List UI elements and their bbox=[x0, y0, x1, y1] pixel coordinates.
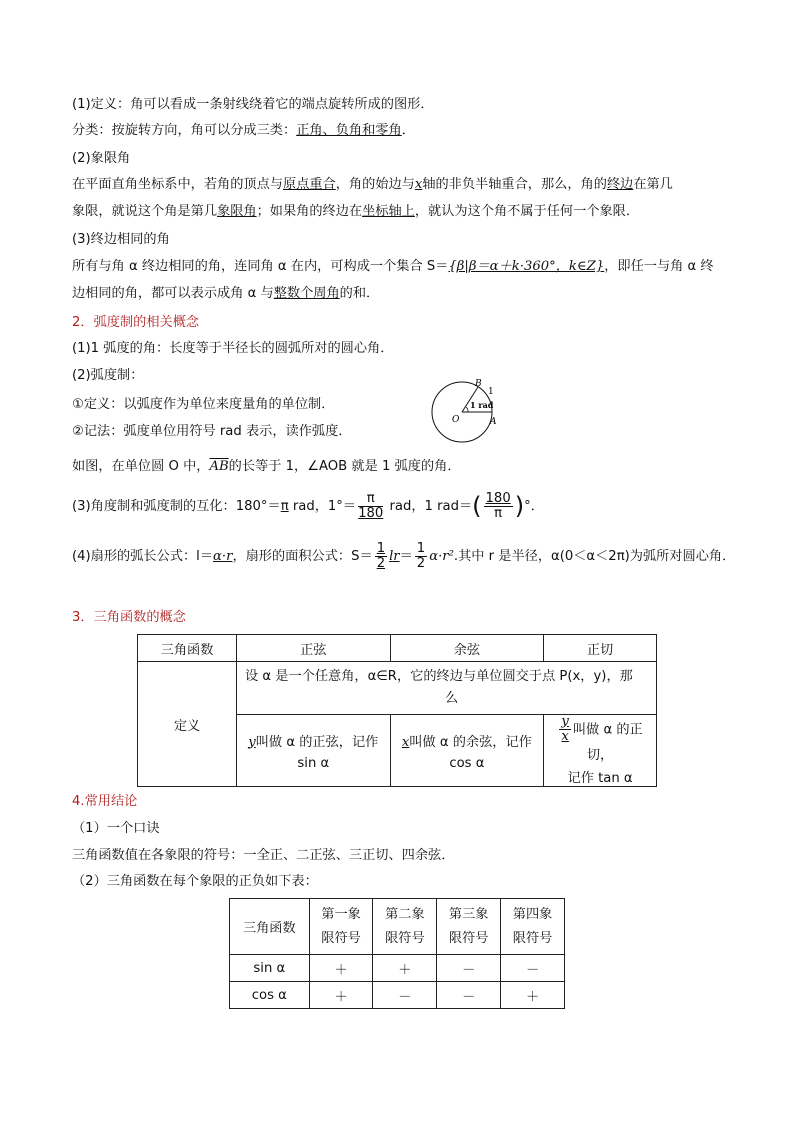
sign-th-q2 bbox=[373, 899, 437, 955]
sin-q4: － bbox=[501, 955, 565, 982]
frac2-den: π bbox=[494, 505, 503, 521]
coterminal-line-1 bbox=[72, 258, 714, 276]
sect-c: ＝ bbox=[399, 549, 413, 564]
sect-ar: α·r² bbox=[429, 549, 454, 564]
def-line-2: 么 bbox=[445, 691, 459, 706]
class-prefix: 分类：按旋转方向，角可以分成三类： bbox=[72, 123, 297, 138]
def-angle: (1)定义：角可以看成一条射线绕着它的端点旋转所成的图形． bbox=[72, 97, 434, 112]
c1-a: 所有与角 α 终边相同的角，连同角 α 在内，可构成一个集合 S＝ bbox=[72, 259, 449, 274]
class-end: ． bbox=[401, 123, 415, 138]
sector-formula-line bbox=[72, 540, 735, 574]
coterminal-title: (3)终边相同的角 bbox=[72, 232, 170, 247]
q1-b: ，角的始边与 bbox=[335, 177, 415, 192]
one-radian-def: (1)1 弧度的角：长度等于半径长的圆弧所对的圆心角． bbox=[72, 341, 394, 356]
q1-h1: 第一象 bbox=[321, 906, 361, 922]
radian-notation: ②记法：弧度单位用符号 rad 表示，读作弧度． bbox=[72, 424, 352, 439]
q2-a: 象限，就说这个角是第几 bbox=[72, 204, 218, 219]
cos-q1: ＋ bbox=[309, 982, 373, 1009]
cosine-def-cell bbox=[390, 715, 544, 787]
q2-axis: 坐标轴上 bbox=[362, 204, 415, 219]
one-half-1 bbox=[375, 542, 387, 571]
radian-example bbox=[72, 458, 461, 476]
half2-num: 1 bbox=[416, 540, 426, 556]
q4-h2: 限符号 bbox=[512, 930, 553, 946]
th-cosine: 余弦 bbox=[390, 635, 544, 662]
p5-b: 的长等于 1，∠AOB 就是 1 弧度的角． bbox=[228, 459, 461, 474]
fig-label-rad: 1 rad bbox=[470, 400, 494, 410]
q2-c: ，就认为这个角不属于任何一个象限． bbox=[414, 204, 640, 219]
fig-label-b: B bbox=[475, 379, 482, 389]
quadrant-line-1 bbox=[72, 176, 673, 194]
sect-lr: lr bbox=[389, 549, 400, 564]
conv-c: rad，1 rad＝ bbox=[385, 499, 473, 514]
fig-label-a: A bbox=[490, 417, 497, 427]
cos-q4: ＋ bbox=[501, 982, 565, 1009]
th-function: 三角函数 bbox=[138, 635, 237, 662]
th-tangent: 正切 bbox=[544, 635, 657, 662]
conv-d: °． bbox=[524, 499, 544, 514]
cos-text: 叫做 α 的余弦，记作 bbox=[409, 734, 532, 750]
q2-h1: 第二象 bbox=[385, 906, 425, 922]
q1-origin: 原点重合 bbox=[283, 177, 336, 192]
cos-x: x bbox=[401, 734, 410, 750]
radian-definition: ①定义：以弧度作为单位来度量角的单位制． bbox=[72, 397, 335, 412]
conversion-line bbox=[72, 490, 544, 524]
half2-den: 2 bbox=[416, 555, 426, 571]
cos-q3: － bbox=[437, 982, 501, 1009]
conv-pi: π bbox=[280, 499, 289, 514]
sin-name: sin α bbox=[297, 755, 330, 771]
p5-a: 如图，在单位圆 O 中， bbox=[72, 459, 210, 474]
sect-d: .其中 r 是半径，α(0＜α＜2π)为弧所对圆心角． bbox=[453, 549, 736, 564]
tangent-def-cell bbox=[544, 715, 657, 787]
q2-b: ；如果角的终边在 bbox=[256, 204, 363, 219]
q3-h2: 限符号 bbox=[448, 930, 489, 946]
open-paren: ( bbox=[472, 492, 482, 520]
fig-label-1: 1 bbox=[488, 387, 494, 397]
unit-circle-figure bbox=[428, 374, 504, 444]
sign-table bbox=[229, 898, 565, 1009]
sign-row-cos: cos α bbox=[230, 982, 310, 1009]
cos-q2: － bbox=[373, 982, 437, 1009]
sin-text: 叫做 α 的正弦，记作 bbox=[255, 734, 379, 750]
mnemonic-title: （1）一个口诀 bbox=[72, 821, 160, 836]
180-over-pi bbox=[484, 492, 513, 521]
q2-h2: 限符号 bbox=[385, 930, 425, 946]
tan-y: y bbox=[561, 714, 569, 729]
def-line-1: 设 α 是一个任意角，α∈R，它的终边与单位圆交于点 P(x，y)，那 bbox=[245, 669, 633, 684]
conv-b: rad，1°＝ bbox=[288, 499, 357, 514]
q1-c: 轴的非负半轴重合，那么，角的 bbox=[422, 177, 607, 192]
c1-set: {β|β＝α＋k·360°，k∈Z} bbox=[448, 259, 605, 274]
half-den: 2 bbox=[376, 555, 386, 571]
definition-cell bbox=[237, 662, 657, 715]
sect-l: α·r bbox=[213, 549, 233, 564]
sign-th-q1 bbox=[309, 899, 373, 955]
q1-h2: 限符号 bbox=[321, 930, 361, 946]
pi-over-180 bbox=[358, 492, 383, 521]
mnemonic-text: 三角函数值在各象限的符号：一全正、二正弦、三正切、四余弦． bbox=[72, 848, 455, 863]
q1-d: 在第几 bbox=[633, 177, 673, 192]
fig-label-o: O bbox=[452, 415, 460, 425]
tan-text: 叫做 α 的正切， bbox=[572, 722, 643, 763]
radian-system-title: (2)弧度制： bbox=[72, 368, 144, 383]
section-4-heading: 4.常用结论 bbox=[72, 794, 138, 809]
row-label-definition: 定义 bbox=[138, 662, 237, 787]
th-sine: 正弦 bbox=[237, 635, 391, 662]
section-3-heading: 3．三角函数的概念 bbox=[72, 610, 186, 625]
angle-arc bbox=[466, 407, 468, 412]
sin-y: y bbox=[248, 734, 256, 750]
sin-q2: ＋ bbox=[373, 955, 437, 982]
q1-term: 终边 bbox=[606, 177, 634, 192]
quadrant-line-2 bbox=[72, 203, 639, 221]
sect-b: ，扇形的面积公式：S＝ bbox=[232, 549, 373, 564]
one-half-2 bbox=[415, 542, 427, 571]
conv-a: (3)角度制和弧度制的互化：180°＝ bbox=[72, 499, 281, 514]
trig-definition-table bbox=[137, 634, 657, 787]
sign-th-q4 bbox=[501, 899, 565, 955]
arc-ab: $\overline{AB}$ bbox=[209, 459, 229, 474]
cos-name: cos α bbox=[449, 755, 485, 771]
c2-term: 整数个周角 bbox=[273, 286, 340, 301]
c1-b: ，即任一与角 α 终 bbox=[604, 259, 714, 274]
half-num: 1 bbox=[376, 540, 386, 556]
q1-x: x bbox=[414, 177, 423, 192]
sin-q3: － bbox=[437, 955, 501, 982]
coterminal-line-2 bbox=[72, 285, 379, 303]
quadrant-title: (2)象限角 bbox=[72, 151, 131, 166]
close-paren: ) bbox=[514, 492, 525, 520]
sect-a: (4)扇形的弧长公式：l＝ bbox=[72, 549, 214, 564]
y-over-x bbox=[559, 715, 570, 744]
q1-a: 在平面直角坐标系中，若角的顶点与 bbox=[72, 177, 283, 192]
q2-term: 象限角 bbox=[217, 204, 257, 219]
q3-h1: 第三象 bbox=[448, 906, 489, 922]
tan-name: 记作 tan α bbox=[567, 771, 633, 786]
class-terms: 正角、负角和零角 bbox=[296, 123, 402, 138]
frac-num: π bbox=[358, 492, 383, 507]
sin-q1: ＋ bbox=[309, 955, 373, 982]
frac-den: 180 bbox=[358, 505, 384, 521]
sign-table-intro: （2）三角函数在每个象限的正负如下表： bbox=[72, 874, 318, 889]
angle-classification bbox=[72, 122, 415, 140]
sign-row-sin: sin α bbox=[230, 955, 310, 982]
sign-th-q3 bbox=[437, 899, 501, 955]
sine-def-cell bbox=[237, 715, 391, 787]
tan-x: x bbox=[561, 729, 569, 744]
q4-h1: 第四象 bbox=[512, 906, 553, 922]
section-2-heading: 2．弧度制的相关概念 bbox=[72, 315, 200, 330]
c2-a: 边相同的角，都可以表示成角 α 与 bbox=[72, 286, 274, 301]
sign-th-function: 三角函数 bbox=[230, 899, 310, 955]
frac2-num: 180 bbox=[485, 490, 511, 506]
c2-b: 的和． bbox=[339, 286, 380, 301]
